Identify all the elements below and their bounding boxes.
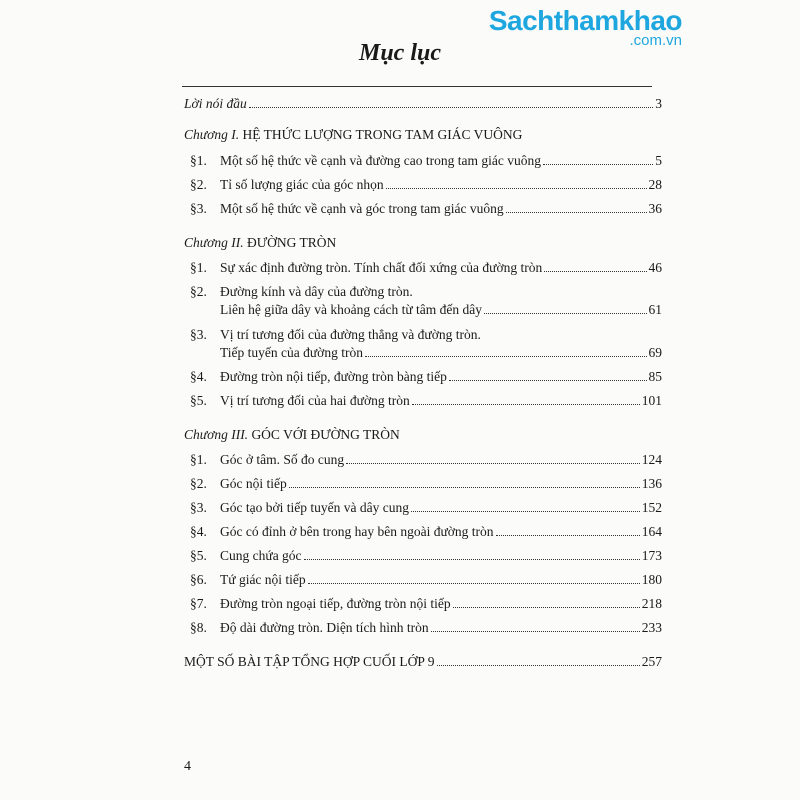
toc-entry-page: 85 [648, 369, 662, 384]
toc-entry [190, 596, 662, 612]
dot-leader [437, 665, 640, 666]
dot-leader [453, 607, 640, 608]
chapter-heading-1 [184, 127, 522, 143]
toc-entry-text: Lời nói đầu [184, 96, 247, 111]
toc-entry [220, 302, 662, 318]
toc-entry-text: Vị trí tương đối của hai đường tròn [220, 393, 410, 408]
toc-entry-line1 [190, 284, 413, 300]
dot-leader [249, 107, 654, 108]
toc-entry-page: 164 [641, 524, 662, 539]
dot-leader [449, 380, 647, 381]
toc-entry-text: Độ dài đường tròn. Diện tích hình tròn [220, 620, 429, 635]
toc-entry-text: Tỉ số lượng giác của góc nhọn [220, 177, 384, 192]
section-number: §4. [190, 369, 207, 384]
toc-entry-line1 [190, 327, 481, 343]
toc-entry-text: Góc có đỉnh ở bên trong hay bên ngoài đường tròn [220, 524, 494, 539]
toc-entry-summary [184, 654, 662, 670]
chapter-heading-3 [184, 427, 400, 443]
toc-entry [190, 620, 662, 636]
toc-entry-text: Liên hệ giữa dây và khoảng cách từ tâm đến dây [220, 302, 483, 317]
section-number: §1. [190, 452, 207, 467]
dot-leader [484, 313, 646, 314]
dot-leader [308, 583, 640, 584]
toc-entry-page: 173 [641, 548, 662, 563]
chapter-label: Chương II. [184, 235, 244, 250]
section-number: §5. [190, 393, 207, 408]
section-number: §4. [190, 524, 207, 539]
toc-entry-page: 152 [641, 500, 662, 515]
toc-entry-text: Tiếp tuyến của đường tròn [220, 345, 363, 360]
page-number: 4 [184, 759, 191, 774]
toc-entry-page: 233 [641, 620, 662, 635]
toc-entry-text: Góc nội tiếp [220, 476, 287, 491]
toc-entry-page: 257 [641, 654, 662, 669]
dot-leader [386, 188, 647, 189]
toc-entry-text: Sự xác định đường tròn. Tính chất đối xứng của đường tròn [220, 260, 543, 275]
toc-entry [220, 345, 662, 361]
page-title: Mục lục [358, 40, 441, 66]
toc-entry-text: Góc tạo bởi tiếp tuyến và dây cung [220, 500, 409, 515]
chapter-title: ĐƯỜNG TRÒN [246, 235, 337, 250]
dot-leader [544, 271, 646, 272]
section-number: §2. [190, 476, 207, 491]
toc-entry-preface [184, 96, 662, 112]
dot-leader [346, 463, 640, 464]
toc-entry [190, 369, 662, 385]
toc-entry-page: 61 [648, 302, 662, 317]
toc-entry [190, 524, 662, 540]
toc-entry-text: Cung chứa góc [220, 548, 302, 563]
toc-entry-text: Góc ở tâm. Số đo cung [220, 452, 345, 467]
toc-entry-text: Đường tròn nội tiếp, đường tròn bàng tiếp [220, 369, 447, 384]
section-number: §8. [190, 620, 207, 635]
toc-entry [190, 548, 662, 564]
section-number: §2. [190, 284, 207, 299]
section-number: §3. [190, 327, 207, 342]
dot-leader [412, 404, 640, 405]
toc-entry-page: 3 [655, 96, 662, 111]
section-number: §1. [190, 153, 207, 168]
watermark-brand: Sachthamkhao [488, 5, 682, 36]
dot-leader [496, 535, 640, 536]
chapter-label: Chương I. [184, 127, 240, 142]
section-number: §6. [190, 572, 207, 587]
dot-leader [289, 487, 640, 488]
section-number: §2. [190, 177, 207, 192]
toc-entry-page: 36 [648, 201, 662, 216]
toc-entry-page: 28 [648, 177, 662, 192]
toc-entry-text: Đường kính và dây của đường tròn. [220, 284, 413, 299]
chapter-heading-2 [184, 235, 336, 251]
chapter-title: GÓC VỚI ĐƯỜNG TRÒN [251, 427, 400, 442]
toc-entry-page: 218 [641, 596, 662, 611]
toc-entry [190, 572, 662, 588]
toc-entry [190, 260, 662, 276]
toc-entry-page: 101 [641, 393, 662, 408]
toc-entry [190, 476, 662, 492]
toc-entry-text: Đường tròn ngoại tiếp, đường tròn nội tiếp [220, 596, 451, 611]
dot-leader [506, 212, 647, 213]
toc-entry-page: 136 [641, 476, 662, 491]
toc-entry-text: Tứ giác nội tiếp [220, 572, 306, 587]
dot-leader [431, 631, 640, 632]
chapter-label: Chương III. [184, 427, 249, 442]
toc-entry-text: MỘT SỐ BÀI TẬP TỔNG HỢP CUỐI LỚP 9 [184, 654, 435, 669]
toc-entry [190, 452, 662, 468]
toc-entry [190, 393, 662, 409]
dot-leader [411, 511, 640, 512]
chapter-title: HỆ THỨC LƯỢNG TRONG TAM GIÁC VUÔNG [242, 127, 523, 142]
dot-leader [543, 164, 653, 165]
toc-entry-page: 180 [641, 572, 662, 587]
toc-entry [190, 201, 662, 217]
toc-entry-page: 124 [641, 452, 662, 467]
title-divider [182, 86, 652, 87]
watermark-domain: .com.vn [629, 32, 682, 49]
toc-entry-text: Vị trí tương đối của đường thẳng và đường tròn. [220, 327, 481, 342]
section-number: §5. [190, 548, 207, 563]
section-number: §3. [190, 201, 207, 216]
toc-entry [190, 177, 662, 193]
toc-entry [190, 500, 662, 516]
dot-leader [365, 356, 647, 357]
toc-entry-text: Một số hệ thức về cạnh và góc trong tam giác vuông [220, 201, 504, 216]
section-number: §7. [190, 596, 207, 611]
toc-entry-text: Một số hệ thức về cạnh và đường cao trong tam giác vuông [220, 153, 541, 168]
toc-entry [190, 153, 662, 169]
dot-leader [304, 559, 640, 560]
toc-entry-page: 46 [648, 260, 662, 275]
section-number: §3. [190, 500, 207, 515]
toc-entry-page: 69 [648, 345, 662, 360]
toc-entry-page: 5 [655, 153, 662, 168]
section-number: §1. [190, 260, 207, 275]
